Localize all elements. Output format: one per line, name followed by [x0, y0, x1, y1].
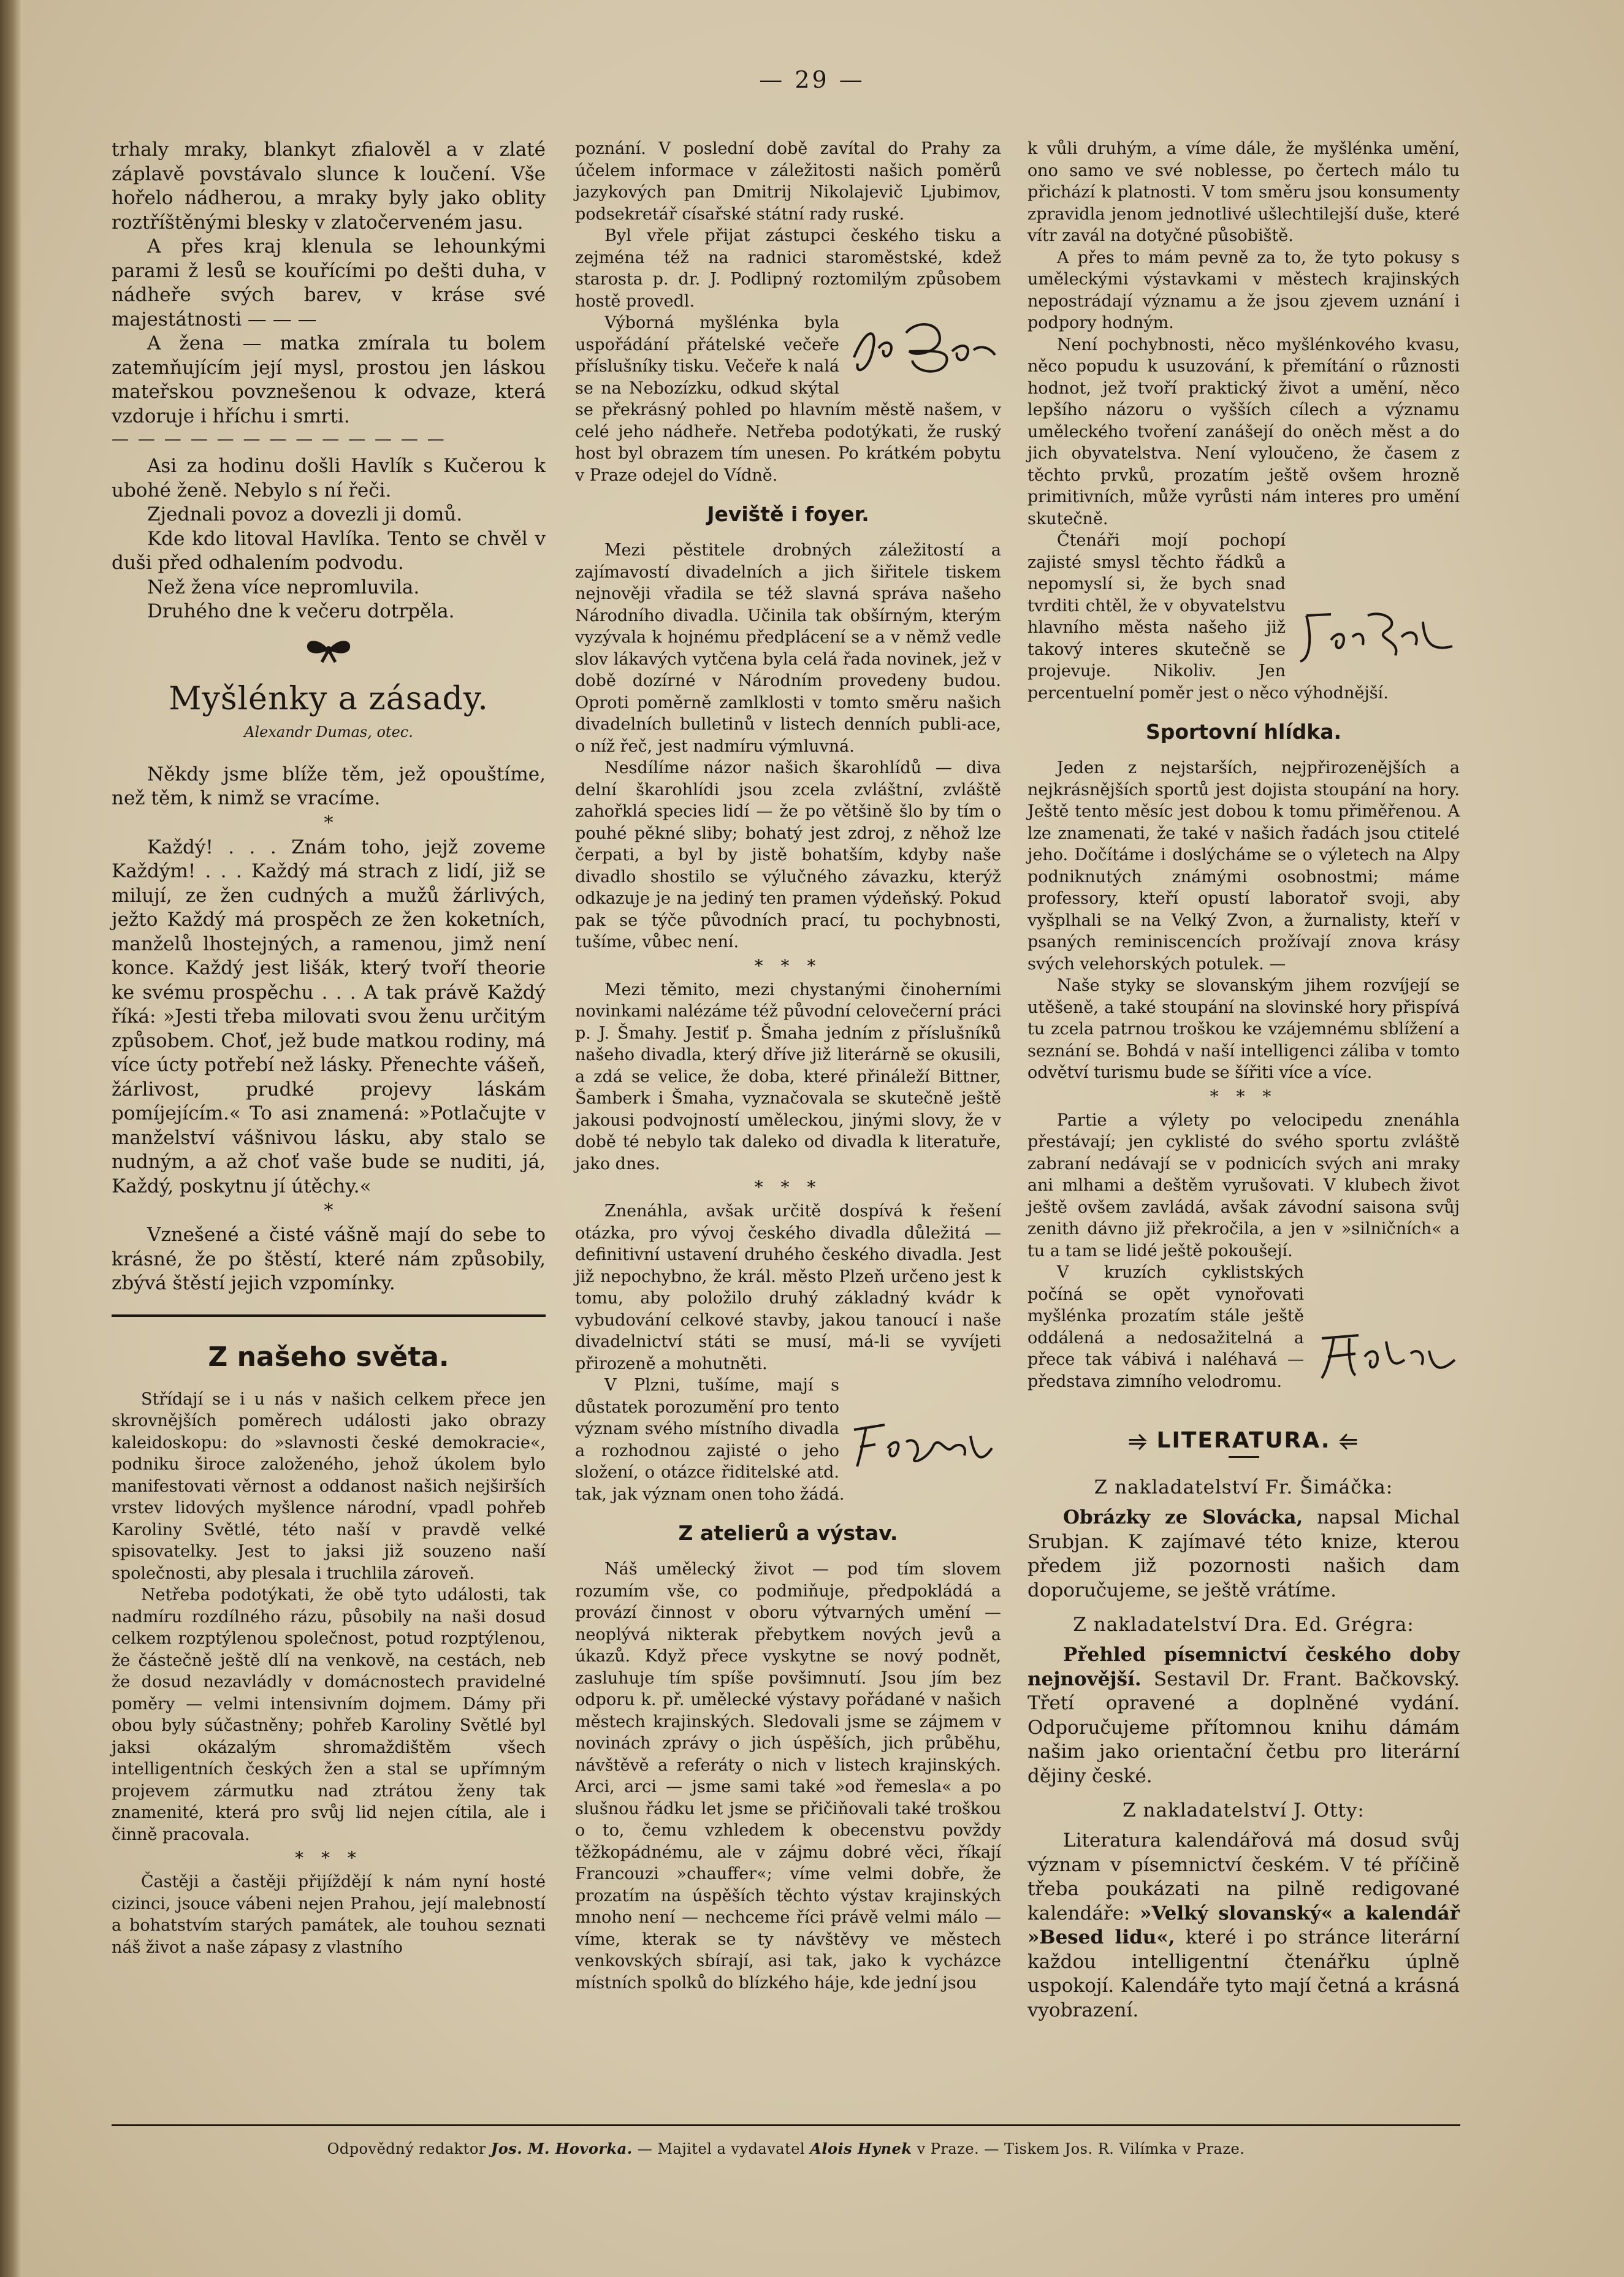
book-text: Literatura kalendářová má dosud svůj význam v písemnictví českém. V té příčině třeba poukázati na pilně redigované kalendáře:: [1027, 1829, 1460, 1924]
section-title: Z našeho světa.: [208, 1341, 449, 1373]
footer-rule: [112, 2124, 1460, 2126]
page-edge-shadow: [0, 0, 21, 2277]
star-divider: * * *: [1210, 1086, 1278, 1107]
page-number: — 29 —: [759, 66, 865, 93]
article-title: Myšlénky a zásady.: [169, 680, 489, 717]
article-byline: Alexandr Dumas, otec.: [244, 723, 413, 741]
signature-hnatek-icon: [1313, 1323, 1460, 1384]
maxim-paragraph: Každý! . . . Znám toho, jejž zoveme Každým! . . . Každý má strach z lidí, již se milují, ze žen cudných a mužů žárlivých, ježto Každý má prospěch ze žen koketních, manželů lhostejných, a ramenou, jimž není konce. Každý jest lišák, který tvoří theorie ke svému prospěchu . . . A tak právě Každý říká: »Jesti třeba milovati svou ženu určitým způsobem. Choť, jež bude matkou rodiny, má více úcty potřebí než lásky. Přenechte vášeň, žárlivost, prudké projevy láskám pomíjejícím.« To asi znamená: »Potlačujte v manželství vášnivou lásku, aby stalo se nudným, a až choť vaše bude se nuditi, já, Každý, poskytnu jí útěchy.«: [112, 836, 546, 1197]
section-title: Z atelierů a výstav.: [678, 1521, 898, 1545]
article-paragraph: Znenáhla, avšak určitě dospívá k řešení otázka, pro vývoj českého divadla důležitá — definitivní ustavení druhého českého divadla. Jest již nepochybno, že král. město Plzeň určeno jest k tomu, aby položilo druhý základný kvádr k vybudování celkové stavby, jakou tanoucí i naše divadelnictví státi se musí, má-li se vyvíjeti přirozeně a mohutněti.: [575, 1202, 1001, 1373]
story-paragraph: Asi za hodinu došli Havlík s Kučerou k ubohé ženě. Nebylo s ní řeči.: [112, 455, 546, 502]
article-paragraph: Náš umělecký život — pod tím slovem rozumím vše, co podmiňuje, předpokládá a provází činnost v oboru výtvarných umění — neoplývá nikterak přebytkem nových jevů a úkazů. Když přece vyskytne se nový podnět, zasluhuje tím spíše povšimnutí. Jsou jím bez odporu k. př. umělecké výstavy pořádané v našich městech krajinských. Sledovali jsme se zájmem v novinách zprávy o jich úspěších, jich průběhu, návštěvě a referáty o nich v listech krajinských. Arci, arci — jsme sami také »od řemesla« a po slušnou řádku let jsme se přičiňovali také troškou o to, čemu vzhledem k obecenstvu povždy těžkopádnému, ale v zájmu dobré věci, říkají Francouzi »chauffer«; víme velmi dobře, že prozatím na úspěších těchto výstav krajinských mnoho není — nechceme říci právě velmi málo — víme, kterak se ty návštěvy ve městech venkovských sbírají, asi tak, jako k vycházce místních spolků do blízkého háje, kde jední jsou: [575, 1560, 1001, 1993]
article-paragraph: Výborná myšlénka byla uspořádání přátelské večeře příslušníky tisku. Večeře k nalá se na Nebozízku, odkud skýtal se překrásný pohled po hlavním městě našem, v celé jeho nádheře. Netřeba podotýkati, že ruský host byl obrazem tím unesen. Po krátkém pobytu v Praze odejel do Vídně.: [575, 313, 1001, 485]
star-divider: * * *: [295, 1848, 362, 1868]
article-paragraph: poznání. V poslední době zavítal do Prahy za účelem informace v záležitosti našich poměrů jazykových pan Dmitrij Nikolajevič Ljubimov, podsekretář císařské státní rady ruské.: [575, 139, 1001, 224]
article-paragraph: Čtenáři mojí pochopí zajisté smysl těchto řádků a nepomyslí si, že bych snad tvrditi chtěl, že v obyvatelstvu hlavního města našeho již takový interes skutečně se projevuje. Nikoliv. Jen percentuelní poměr jest o něco výhodnější.: [1027, 531, 1389, 703]
literatura-title: LITERATURA.: [1156, 1428, 1331, 1453]
story-paragraph: Zjednali povoz a dovezli ji domů.: [147, 503, 463, 525]
publisher-heading: Z nakladatelství Dra. Ed. Grégra:: [1073, 1614, 1414, 1636]
article-paragraph: A přes to mám pevně za to, že tyto pokusy s uměleckými výstavkami v městech krajinských nepostrádají významu a že jsou zjevem uznání i podpory hodným.: [1027, 248, 1460, 332]
book-entry: [1027, 1643, 1460, 1788]
article-paragraph: V kruzích cyklistských počíná se opět vynořovati myšlénka prozatím stále ještě oddálená a nedosažitelná a přece tak vábivá i naléhavá — představa zimního velodromu.: [1027, 1263, 1304, 1391]
book-entry: [1027, 1506, 1460, 1603]
star-divider: * * *: [754, 955, 822, 976]
section-title: Sportovní hlídka.: [1145, 720, 1342, 744]
section-title-literatura: [1027, 1428, 1460, 1454]
publisher-name: Alois Hynek: [810, 2140, 912, 2157]
footer-text: — Majitel a vydavatel: [637, 2140, 806, 2157]
story-paragraph: A přes kraj klenula se lehounkými parami ž lesů se kouřícími po dešti duha, v nádheře svých barev, v kráse své majestátnosti — — —: [112, 235, 546, 330]
article-paragraph: Jeden z nejstarších, nejpřirozenějších a nejkrásnějších sportů jest dojista stoupání na hory. Ještě tento měsíc jest dobou k tomu přiměřenou. A lze znamenati, že také v našich řadách jsou ctitelé jeho. Dočítáme i doslýcháme se o výletech na Alpy podniknutých známými osobnostmi; máme professory, kteří opustí laboratoř svoji, aby vyšplhali se na Velký Zvon, a žurnalisty, kteří v psaných reminiscencích prožívají znova krásy svých velehorských potulek. —: [1027, 758, 1460, 974]
book-text: Sestavil Dr. Frant. Bačkovský. Třetí opravené a doplněné vydání. Odporučujeme přítomnou knihu dámám našim jako orientační četbu pro literární dějiny české.: [1027, 1668, 1460, 1787]
book-title: Obrázky ze Slovácka,: [1063, 1506, 1303, 1528]
paragraph-with-signature: [1027, 1262, 1460, 1392]
column-left: [112, 138, 546, 1958]
article-paragraph: Netřeba podotýkati, že obě tyto události, tak nadmíru rozdílného rázu, působily na naši dosud celkem rozptýlenou společnost, potud rozptýlenou, že částečně ještě dlí na venkově, na cestách, neb že dosud nezavládly v domácnostech pravidelné poměry — velmi intensivním dojmem. Dámy při obou byly súčastněny; pohřeb Karoliny Světlé byl jaksi okázalým shromaždištěm všech intelligentních českých žen a stal se upřímným projevem zármutku nad ztrátou ženy tak znamenité, která pro svůj lid nejen cítila, ale i činně pracovala.: [112, 1585, 546, 1844]
signature-kozumy-icon: [848, 1411, 1001, 1473]
maxim-paragraph: Někdy jsme blíže těm, jež opouštíme, než těm, k nimž se vracíme.: [112, 763, 546, 809]
section-rule: [112, 1314, 546, 1317]
signature-bo-icon: [848, 315, 1001, 382]
imprint-footer: [112, 2140, 1460, 2157]
paragraph-with-signature: [1027, 530, 1460, 704]
article-paragraph: Nesdílíme názor našich škarohlídů — diva delní škarohlídi jsou zcela zvláštní, zvláště zahořklá species lidí — že po většině šlo by tím o pouhé pěkné sliby; bohatý jest zdroj, z něhož lze čerpati, a byl by jistě bohatším, kdyby naše divadlo shostilo se výlučného závazku, kterýž odkazuje je na jediný ten pramen výdeňský. Pokud pak se týče původních prací, tu pochybnosti, tušíme, vůbec není.: [575, 758, 1001, 952]
article-paragraph: Naše styky se slovanským jihem rozvíjejí se utěšeně, a také stoupání na slovinské hory přispívá tu zcela patrnou troškou ke vzájemnému sblížení a seznání se. Bohdá v naší intelligenci záliba v tomto odvětví turismu bude se šířiti více a více.: [1027, 976, 1460, 1082]
editor-name: Jos. M. Hovorka.: [490, 2140, 633, 2157]
story-paragraph: Kde kdo litoval Havlíka. Tento se chvěl v duši před odhalením podvodu.: [112, 527, 546, 574]
article-paragraph: Střídají se i u nás v našich celkem přece jen skrovnějších poměrech události jako obrazy kaleidoskopu: do »slavnosti české demokracie«, podniku široce založeného, jehož úkolem bylo manifestovati věrnost a oddanost našich nejširších vrstev lidových myšlence národní, vpadl pohřeb Karoliny Světlé, této naší v pravdě velké spisovatelky. Jest to jaksi již souzeno naší společnosti, aby plesala i truchlila zároveň.: [112, 1389, 546, 1583]
section-title: Jeviště i foyer.: [707, 502, 869, 526]
paragraph-with-signature: [575, 312, 1001, 486]
article-paragraph: V Plzni, tušíme, mají s důstatek porozumění pro tento význam svého místního divadla a rozhodnou zajisté o jeho složení, o otázce řiditelské atd. tak, jak význam onen toho žádá.: [575, 1376, 845, 1504]
book-text: které i po stránce literární každou intelligentní čtenářku úplně uspokojí. Kalendáře tyto mají četná a krásná vyobrazení.: [1027, 1926, 1460, 2021]
story-paragraph: A žena — matka zmírala tu bolem zatemňujícím její mysl, prostou jen láskou mateřskou povznešenou k odvaze, která vzdoruje i hříchu i smrti.: [112, 332, 546, 427]
star-divider: *: [324, 1200, 334, 1221]
footer-text: Odpovědný redaktor: [327, 2140, 486, 2157]
footer-text: v Praze. — Tiskem Jos. R. Vilímka v Praze.: [917, 2140, 1245, 2157]
article-paragraph: Mezi těmito, mezi chystanými činoherními novinkami nalézáme též původní celovečerní práci p. J. Šmahy. Jestiť p. Šmaha jedním z příslušníků našeho divadla, který dříve již literárně se okusili, a zdá se velice, že doba, které přináleží Bittner, Šamberk i Šmaha, vyznačovala se skutečně ještě jakousi podvojností uměleckou, jinými slovy, že v době té nebylo tak daleko od divadla k literatuře, jako dnes.: [575, 980, 1001, 1173]
book-entry: [1027, 1829, 1460, 2023]
arrow-left-icon: ⥤: [1129, 1428, 1157, 1453]
star-divider: * * *: [754, 1177, 822, 1197]
article-paragraph: Není pochybnosti, něco myšlénkového kvasu, něco popudu k usuzování, k přemítání o různosti hodnot, jež tvoří praktický život a umění, něco lepšího názoru o vyšších cílech a významu uměleckého tvoření zanášejí do oněch měst a do jich obyvatelstva. Není vyloučeno, že časem z těchto prvků, prozatím ještě ovšem hrozně primitivních, může vyrůsti nám interes pro umění skutečně.: [1027, 335, 1460, 528]
dash-divider: — — — — — — — — — — — — —: [112, 430, 446, 448]
arrow-right-icon: ⥢: [1330, 1428, 1359, 1453]
book-title: »Velký slovanský« a kalendář »Besed lidu«,: [1027, 1902, 1460, 1948]
story-paragraph: Než žena více nepromluvila.: [147, 576, 420, 598]
signature-sticha-icon: [1294, 603, 1460, 671]
maxim-paragraph: Vznešené a čisté vášně mají do sebe to krásné, že po štěstí, které nám způsobily, zbývá štěstí jejich vzpomínky.: [112, 1224, 546, 1294]
publisher-heading: Z nakladatelství J. Otty:: [1123, 1799, 1365, 1821]
story-paragraph: Druhého dne k večeru dotrpěla.: [147, 600, 455, 622]
short-rule: [1229, 1456, 1259, 1458]
column-right: [1027, 138, 1460, 2023]
bow-ornament-icon: [112, 636, 546, 666]
column-middle: [575, 138, 1001, 1994]
article-paragraph: Mezi pěstitele drobných záležitostí a zajímavostí divadelních a jich šiřitele tiskem nejnověji vřadila se též slavná správa našeho Národního divadla. Učinila tak obšírným, kterým vyzývala k hojnému předplácení se a v němž vedle slov lákavých vytčena byla celá řada novinek, jež v době dozírné v Národním provedeny budou. Oproti poměrně zamlklosti v tomto směru našich divadelních bulletinů v listech denních publi-ace, o níž řeč, jest nadmíru výmluvná.: [575, 541, 1001, 756]
article-paragraph: Byl vřele přijat zástupci českého tisku a zejména též na radnici staroměstské, kdež starosta p. dr. J. Podlipný roztomilým způsobem hostě provedl.: [575, 226, 1001, 311]
book-text: napsal Michal Srubjan. K zajímavé této knize, kterou předem již pozornosti našich dam doporučujeme, se ještě vrátíme.: [1027, 1506, 1460, 1601]
book-title: Přehled písemnictví českého doby nejnovější.: [1027, 1644, 1460, 1690]
star-divider: *: [324, 812, 334, 834]
publisher-heading: Z nakladatelství Fr. Šimáčka:: [1094, 1476, 1393, 1498]
article-paragraph: k vůli druhým, a víme dále, že myšlénka umění, ono samo ve své noblesse, po čertech málo tu přichází k platnosti. V tom směru jsou konsumenty zpravidla jenom jednotlivé ušlechtilejší duše, které vítr zavál na dotyčné působiště.: [1027, 139, 1460, 245]
article-paragraph: Častěji a častěji přijíždějí k nám nyní hosté cizinci, jsouce vábeni nejen Prahou, její malebností a bohatstvím starých památek, ale touhou seznati náš život a naše zápasy z vlastního: [112, 1872, 546, 1957]
article-paragraph: Partie a výlety po velocipedu znenáhla přestávají; jen cyklisté do svého sportu zvláště zabraní nedávají se v podnicích svých ani mraky ani mlhami a deštěm vyrušovati. V klubech život ještě ovšem zavládá, avšak závodní saisona svůj zenith dávno již překročila, a jen v »silničních« a tu a tam se lidé ještě pokoušejí.: [1027, 1110, 1460, 1261]
paragraph-with-signature: [575, 1375, 1001, 1505]
story-paragraph: trhaly mraky, blankyt zfialověl a v zlaté záplavě povstávalo slunce k loučení. Vše hořelo nádherou, a mraky byly jako oblity roztříštěnými blesky v zlatočerveném jasu.: [112, 139, 546, 234]
